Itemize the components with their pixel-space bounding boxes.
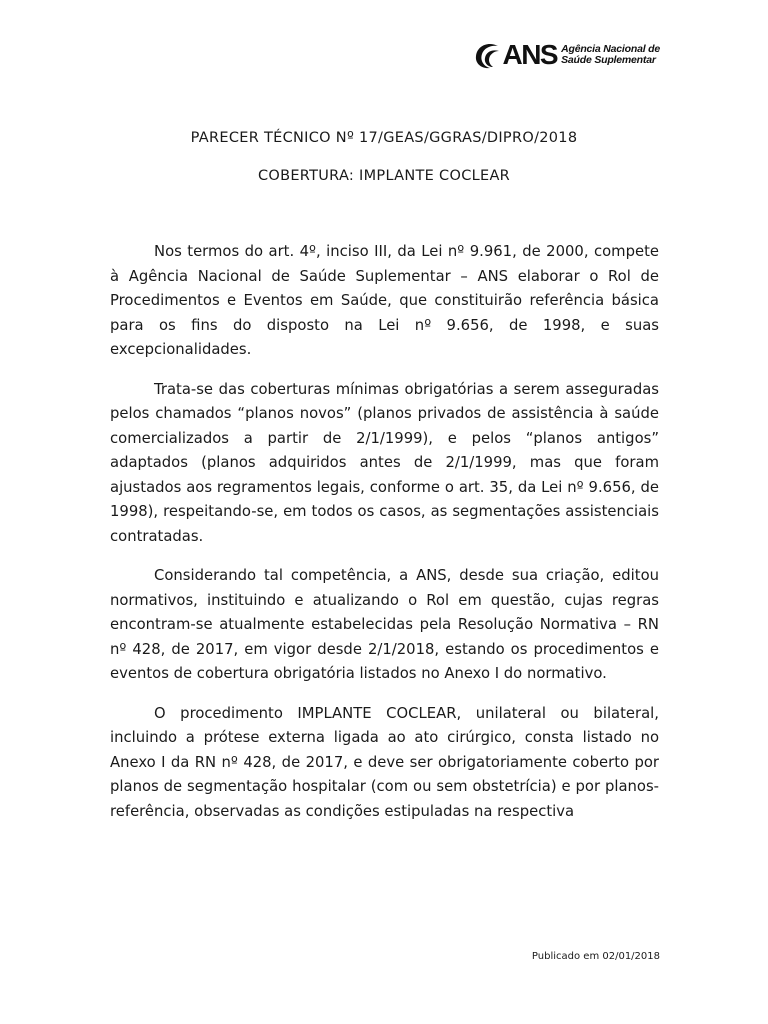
document-body	[110, 240, 659, 839]
paragraph: Considerando tal competência, a ANS, desde sua criação, editou normativos, instituindo e atualizando o Rol em questão, cujas regras encontram-se atualmente estabelecidas pela Resolução Normativa – RN nº 428, de 2017, em vigor desde 2/1/2018, estando os procedimentos e eventos de cobertura obrigatória listados no Anexo I do normativo.	[110, 567, 659, 682]
logo-name-line2: Saúde Suplementar	[561, 54, 656, 66]
paragraph: O procedimento IMPLANTE COCLEAR, unilateral ou bilateral, incluindo a prótese externa ligada ao ato cirúrgico, consta listado no Anexo I da RN nº 428, de 2017, e deve ser obrigatoriamente coberto por planos de segmentação hospitalar (com ou sem obstetrícia) e por planos-referência, observadas as condições estipuladas na respectiva	[110, 704, 659, 820]
paragraph: Trata-se das coberturas mínimas obrigatórias a serem asseguradas pelos chamados “planos novos” (planos privados de assistência à saúde comercializados a partir de 2/1/1999), e pelos “planos antigos” adaptados (planos adquiridos antes de 2/1/1999, mas que foram ajustados aos regramentos legais, conforme o art. 35, da Lei nº 9.656, de 1998), respeitando-se, em todos os casos, as segmentações assistenciais contratadas.	[110, 380, 659, 545]
ans-logo	[474, 40, 660, 70]
paragraph: Nos termos do art. 4º, inciso III, da Lei nº 9.961, de 2000, compete à Agência Nacional de Saúde Suplementar – ANS elaborar o Rol de Procedimentos e Eventos em Saúde, que constituirão referência básica para os fins do disposto na Lei nº 9.656, de 1998, e suas excepcionalidades.	[110, 243, 659, 358]
logo-name-line1: Agência Nacional de	[561, 43, 660, 55]
logo-agency-name	[561, 44, 660, 66]
document-subtitle: COBERTURA: IMPLANTE COCLEAR	[257, 168, 511, 184]
document-title: PARECER TÉCNICO Nº 17/GEAS/GGRAS/DIPRO/2018	[190, 130, 578, 146]
ans-swoosh-icon	[474, 40, 500, 70]
publication-date: Publicado em 02/01/2018	[531, 951, 660, 962]
logo-abbreviation: ANS	[502, 39, 558, 70]
